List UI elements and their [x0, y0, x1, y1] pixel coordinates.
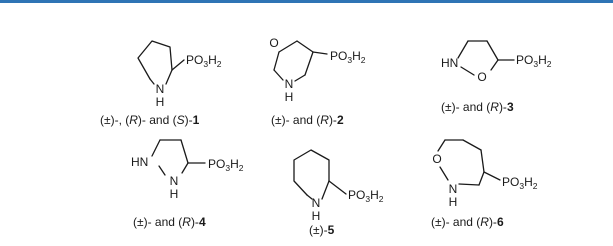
compound-1-nitrogen: N	[155, 82, 165, 96]
compound-6-hydrogen: H	[448, 195, 458, 209]
compound-6	[431, 140, 538, 229]
compound-4-nh-group: HN	[131, 155, 149, 169]
compound-1	[100, 41, 222, 127]
compound-4	[131, 140, 244, 229]
compound-2-structure	[269, 36, 365, 104]
compound-4-caption: (±)- and (R)-4	[133, 215, 206, 229]
compound-1-structure	[138, 41, 222, 109]
compound-4-nitrogen: N	[169, 174, 179, 188]
compound-2-hydrogen: H	[284, 90, 294, 104]
compound-5-caption: (±)-5	[309, 223, 335, 237]
compound-2	[269, 36, 365, 127]
compound-1-hydrogen: H	[155, 95, 165, 109]
compound-5-structure	[294, 150, 384, 223]
compound-2-nitrogen: N	[284, 77, 294, 91]
compound-3-phosphonic-acid-group: $PO_3H_2$	[516, 53, 552, 69]
compound-6-nitrogen: N	[448, 182, 458, 196]
compound-3	[441, 41, 552, 114]
compound-2-caption: (±)- and (R)-2	[271, 113, 344, 127]
compound-2-phosphonic-acid-group: $PO_3H_2$	[330, 49, 366, 65]
compound-1-caption: (±)-, (R)- and (S)-1	[100, 113, 200, 127]
compound-5-nitrogen: N	[311, 196, 321, 210]
compound-2-oxygen: O	[269, 36, 279, 50]
compound-4-structure	[131, 140, 244, 201]
compound-5	[294, 150, 384, 237]
compound-6-structure	[432, 140, 537, 209]
compound-6-caption: (±)- and (R)-6	[431, 215, 504, 229]
compound-5-phosphonic-acid-group: $PO_3H_2$	[348, 188, 384, 204]
compound-3-caption: (±)- and (R)-3	[441, 100, 514, 114]
compound-6-phosphonic-acid-group: $PO_3H_2$	[502, 175, 538, 191]
compound-6-oxygen: O	[432, 152, 442, 166]
compound-1-phosphonic-acid-group: $PO_3H_2$	[186, 53, 222, 69]
compound-3-structure	[441, 41, 552, 84]
compound-4-hydrogen: H	[169, 187, 179, 201]
compound-3-oxygen: O	[477, 70, 487, 84]
compound-4-phosphonic-acid-group: $PO_3H_2$	[208, 157, 244, 173]
compound-5-hydrogen: H	[311, 209, 321, 223]
compound-3-nh-group: HN	[441, 56, 459, 70]
